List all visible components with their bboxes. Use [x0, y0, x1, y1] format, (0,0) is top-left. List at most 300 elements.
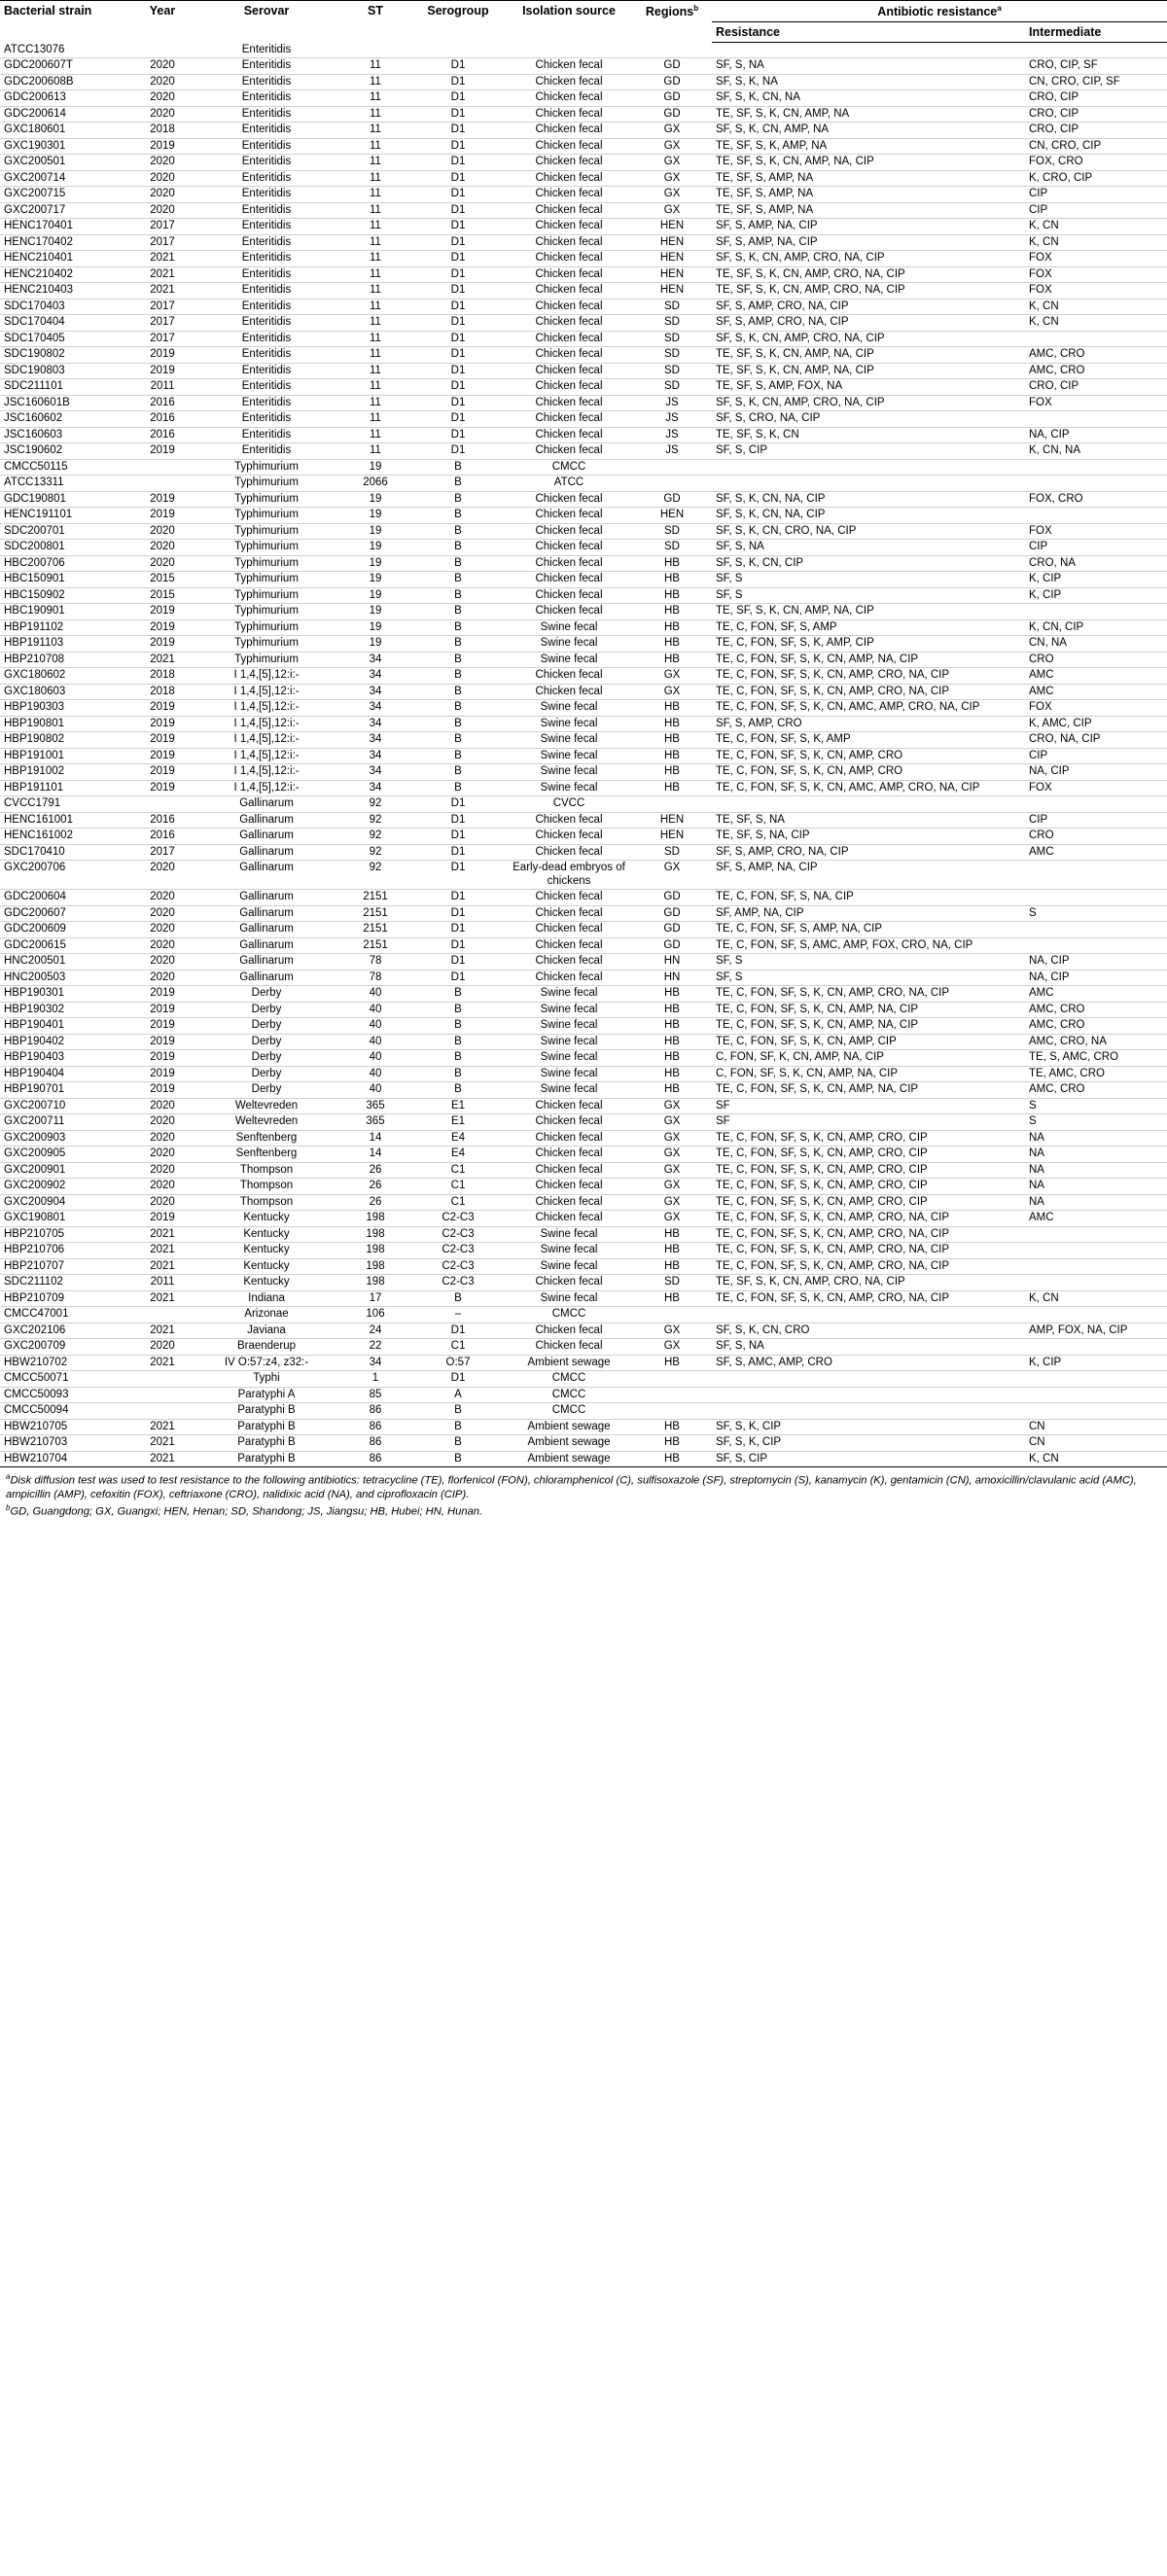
- cell-region: GD: [663, 923, 681, 935]
- cell-source: Chicken fecal: [535, 156, 603, 168]
- cell-resistance: TE, C, FON, SF, S, K, AMP: [716, 733, 851, 746]
- cell-resistance: TE, C, FON, SF, S, K, CN, AMC, AMP, CRO, NA, CIP: [716, 781, 980, 794]
- cell-resistance: TE, C, FON, SF, S, K, CN, AMP, CRO, NA, CIP: [716, 669, 950, 682]
- cell-serovar: Derby: [251, 1003, 282, 1015]
- cell-resistance: TE, C, FON, SF, S, NA, CIP: [716, 891, 854, 903]
- cell-year: 2021: [150, 267, 175, 280]
- cell-source: Chicken fecal: [535, 188, 603, 200]
- cell-resistance: TE, SF, S, K, CN, AMP, NA, CIP: [716, 605, 874, 618]
- cell-strain: GDC200613: [4, 91, 66, 104]
- cell-region: HB: [664, 701, 680, 714]
- cell-intermediate: AMC: [1029, 987, 1054, 1000]
- table-row: [0, 1243, 1167, 1259]
- cell-serovar: Braenderup: [236, 1340, 297, 1353]
- cell-serovar: Typhimurium: [234, 620, 299, 633]
- cell-strain: CMCC50094: [4, 1404, 69, 1417]
- footnote-a-mark: a: [6, 1472, 11, 1482]
- cell-strain: HBP190802: [4, 733, 65, 746]
- cell-year: [132, 459, 193, 476]
- cell-region: SD: [664, 332, 680, 344]
- cell-year: 2021: [150, 1356, 175, 1368]
- table-row: [0, 540, 1167, 556]
- cell-source: Chicken fecal: [535, 829, 603, 842]
- cell-intermediate: CN: [1029, 1436, 1045, 1449]
- cell-resistance: SF, S: [716, 955, 743, 968]
- cell-strain: HBW210704: [4, 1452, 68, 1464]
- cell-year: 2016: [150, 412, 175, 425]
- cell-resistance: TE, C, FON, SF, S, K, CN, AMP, NA, CIP: [716, 1083, 919, 1096]
- footnote-b-mark: b: [6, 1502, 11, 1512]
- cell-serovar: Kentucky: [243, 1212, 290, 1224]
- cell-intermediate: [1025, 890, 1167, 906]
- cell-year: 2019: [150, 1019, 175, 1032]
- cell-strain: SDC170405: [4, 332, 65, 344]
- cell-st: 11: [370, 156, 381, 168]
- cell-st: 2151: [363, 891, 388, 903]
- cell-intermediate: AMC: [1029, 685, 1054, 697]
- table-row: [0, 411, 1167, 428]
- cell-resistance: TE, C, FON, SF, S, K, CN, AMP, CRO, NA, CIP: [716, 1227, 950, 1240]
- cell-strain: GXC200901: [4, 1163, 66, 1176]
- table-row: [0, 619, 1167, 636]
- table-row: [0, 732, 1167, 749]
- cell-strain: CMCC47001: [4, 1308, 69, 1321]
- table-row: [0, 379, 1167, 396]
- cell-strain: HBP190301: [4, 987, 65, 1000]
- cell-intermediate: CIP: [1029, 749, 1048, 761]
- cell-st: 14: [369, 1147, 382, 1160]
- cell-region: GX: [663, 1131, 681, 1144]
- cell-intermediate: FOX: [1029, 267, 1052, 280]
- cell-st: 92: [369, 829, 382, 842]
- cell-resistance: [712, 43, 1025, 58]
- cell-serovar: Gallinarum: [239, 891, 294, 903]
- cell-region: HB: [664, 1356, 680, 1368]
- cell-region: HB: [664, 1244, 680, 1256]
- cell-resistance: SF, S, AMP, NA, CIP: [716, 235, 818, 248]
- table-row: [0, 202, 1167, 219]
- cell-strain: HBP210707: [4, 1259, 65, 1272]
- cell-year: 2016: [150, 829, 175, 842]
- cell-source: Chicken fecal: [535, 396, 603, 408]
- cell-strain: GXC180603: [4, 685, 66, 697]
- cell-serogroup: B: [454, 541, 462, 553]
- cell-strain: GXC200501: [4, 156, 66, 168]
- cell-st: 11: [370, 139, 381, 152]
- cell-intermediate: FOX: [1029, 701, 1052, 714]
- cell-source: Chicken fecal: [535, 316, 603, 329]
- cell-year: 2021: [150, 1420, 175, 1432]
- cell-strain: ATCC13076: [4, 43, 65, 55]
- cell-serovar: Gallinarum: [239, 970, 294, 983]
- cell-intermediate: CIP: [1029, 188, 1048, 200]
- cell-source: CVCC: [552, 797, 585, 810]
- cell-resistance: SF, S: [716, 573, 743, 585]
- cell-source: Swine fecal: [540, 987, 598, 1000]
- cell-serogroup: D1: [450, 955, 466, 968]
- cell-year: 2019: [150, 509, 175, 521]
- cell-resistance: TE, C, FON, SF, S, K, CN, AMP, CRO: [716, 749, 903, 761]
- table-row: [0, 1275, 1167, 1291]
- cell-intermediate: FOX: [1029, 524, 1052, 537]
- cell-intermediate: TE, AMC, CRO: [1029, 1067, 1105, 1079]
- cell-resistance: TE, C, FON, SF, S, K, CN, AMP, CRO, CIP: [716, 1195, 928, 1208]
- cell-strain: HENC210403: [4, 284, 73, 297]
- cell-serovar: Gallinarum: [239, 955, 294, 968]
- cell-region: HEN: [659, 829, 685, 842]
- cell-strain: SDC170410: [4, 845, 65, 858]
- cell-source: Chicken fecal: [535, 348, 603, 361]
- cell-year: 2020: [150, 1195, 175, 1208]
- cell-source: CMCC: [551, 1372, 586, 1385]
- cell-serogroup: C2-C3: [442, 1227, 475, 1240]
- cell-source: Chicken fecal: [535, 252, 603, 265]
- cell-source: Swine fecal: [540, 1051, 598, 1064]
- cell-intermediate: CN, CRO, CIP: [1029, 139, 1102, 152]
- cell-source: Chicken fecal: [535, 428, 603, 441]
- cell-st: 11: [370, 348, 381, 361]
- cell-serogroup: B: [454, 987, 462, 1000]
- table-row: [0, 922, 1167, 938]
- table-row: [0, 1226, 1167, 1243]
- cell-strain: SDC170403: [4, 300, 65, 312]
- cell-serogroup: B: [454, 588, 462, 601]
- cell-serogroup: D1: [450, 156, 466, 168]
- cell-st: 19: [369, 556, 382, 569]
- cell-source: Chicken fecal: [535, 509, 603, 521]
- cell-resistance: TE, SF, S, NA, CIP: [716, 829, 810, 842]
- cell-serovar: Weltevreden: [234, 1099, 299, 1112]
- table-row: [0, 1018, 1167, 1035]
- cell-source: Swine fecal: [540, 1067, 598, 1079]
- table-row: [0, 187, 1167, 203]
- footnotes: [0, 1467, 1167, 1518]
- cell-resistance: SF, S, K, CIP: [716, 1436, 782, 1449]
- table-row: [0, 1066, 1167, 1082]
- cell-region: SD: [664, 300, 680, 312]
- cell-source: Chicken fecal: [535, 1147, 603, 1160]
- cell-serogroup: D1: [450, 970, 466, 983]
- cell-serovar: Javiana: [247, 1323, 286, 1336]
- header-year: Year: [132, 1, 193, 43]
- cell-st: 24: [369, 1323, 382, 1336]
- cell-strain: HBC200706: [4, 556, 65, 569]
- cell-st: 19: [369, 509, 382, 521]
- cell-region: GX: [663, 1099, 681, 1112]
- cell-st: 11: [370, 380, 381, 393]
- table-row: [0, 219, 1167, 235]
- cell-serovar: Enteritidis: [241, 156, 292, 168]
- cell-st: 11: [370, 252, 381, 265]
- cell-region: SD: [664, 524, 680, 537]
- cell-region: HB: [664, 1259, 680, 1272]
- cell-year: 2019: [150, 749, 175, 761]
- cell-intermediate: [1025, 459, 1167, 476]
- cell-serovar: Paratyphi A: [237, 1388, 296, 1400]
- cell-year: 2021: [150, 1291, 175, 1304]
- cell-resistance: SF, S, K, CN, CRO: [716, 1323, 810, 1336]
- cell-intermediate: K, CN: [1029, 1452, 1059, 1464]
- cell-intermediate: FOX: [1029, 781, 1052, 794]
- cell-st: 1: [371, 1372, 379, 1385]
- cell-year: 2021: [150, 284, 175, 297]
- cell-strain: HBP191101: [4, 781, 64, 794]
- cell-year: 2018: [150, 669, 175, 682]
- cell-intermediate: K, AMC, CIP: [1029, 717, 1092, 729]
- cell-region: HB: [664, 1083, 680, 1096]
- table-row: [0, 1290, 1167, 1307]
- cell-serogroup: D1: [450, 284, 466, 297]
- cell-st: 40: [369, 987, 382, 1000]
- cell-source: Chicken fecal: [535, 970, 603, 983]
- cell-intermediate: K, CIP: [1029, 573, 1062, 585]
- cell-source: Chicken fecal: [535, 669, 603, 682]
- cell-st: 11: [370, 75, 381, 88]
- cell-serogroup: D1: [450, 124, 466, 136]
- cell-serovar: Typhimurium: [234, 637, 299, 650]
- cell-source: Ambient sewage: [527, 1356, 611, 1368]
- cell-serogroup: B: [454, 1035, 462, 1047]
- cell-st: 19: [369, 541, 382, 553]
- cell-region: GX: [663, 1180, 681, 1192]
- table-row: [0, 1258, 1167, 1275]
- cell-strain: GXC180602: [4, 669, 66, 682]
- cell-year: 2018: [150, 685, 175, 697]
- cell-region: HEN: [659, 252, 685, 265]
- cell-strain: GDC190801: [4, 492, 66, 505]
- table-row: [0, 234, 1167, 251]
- table-row: [0, 315, 1167, 332]
- cell-intermediate: AMC: [1029, 845, 1054, 858]
- cell-serovar: Derby: [251, 1067, 282, 1079]
- cell-source: Chicken fecal: [535, 1099, 603, 1112]
- cell-year: 2021: [150, 1259, 175, 1272]
- table-row: [0, 668, 1167, 685]
- cell-serogroup: D1: [450, 252, 466, 265]
- header-serogroup: Serogroup: [410, 1, 506, 43]
- cell-serogroup: D1: [450, 188, 466, 200]
- table-row: [0, 970, 1167, 986]
- cell-st: 40: [369, 1051, 382, 1064]
- cell-serogroup: [410, 43, 506, 58]
- table-row: [0, 251, 1167, 267]
- cell-serovar: Gallinarum: [239, 845, 294, 858]
- cell-st: 92: [369, 797, 382, 810]
- cell-region: GD: [663, 938, 681, 951]
- cell-source: Chicken fecal: [535, 845, 603, 858]
- cell-source: Chicken fecal: [535, 124, 603, 136]
- table-row: [0, 1082, 1167, 1099]
- table-row: [0, 155, 1167, 171]
- cell-region: HN: [663, 970, 681, 983]
- cell-st: 198: [366, 1212, 385, 1224]
- cell-strain: HENC210401: [4, 252, 73, 265]
- cell-st: 19: [369, 588, 382, 601]
- cell-strain: HBP190801: [4, 717, 65, 729]
- cell-strain: HBP191103: [4, 637, 64, 650]
- cell-strain: HBP191002: [4, 765, 65, 778]
- cell-region: [632, 459, 712, 476]
- cell-source: Swine fecal: [540, 620, 598, 633]
- cell-serovar: Enteritidis: [241, 203, 292, 216]
- cell-source: Chicken fecal: [535, 955, 603, 968]
- cell-year: 2020: [150, 107, 175, 120]
- cell-source: Ambient sewage: [527, 1420, 611, 1432]
- cell-region: HB: [664, 588, 680, 601]
- cell-region: HB: [664, 1003, 680, 1015]
- cell-intermediate: [1025, 411, 1167, 428]
- cell-year: 2019: [150, 701, 175, 714]
- cell-source: Chicken fecal: [535, 1212, 603, 1224]
- cell-region: GX: [663, 171, 681, 184]
- cell-st: 11: [370, 220, 381, 232]
- cell-source: Chicken fecal: [535, 588, 603, 601]
- cell-source: Swine fecal: [540, 1019, 598, 1032]
- cell-resistance: SF, S, NA: [716, 1340, 764, 1353]
- cell-st: 198: [366, 1244, 385, 1256]
- cell-resistance: [712, 1371, 1025, 1388]
- cell-intermediate: NA, CIP: [1029, 765, 1070, 778]
- cell-year: 2019: [150, 1051, 175, 1064]
- cell-year: 2016: [150, 396, 175, 408]
- table-row: [0, 1371, 1167, 1388]
- cell-strain: HBP210708: [4, 653, 65, 665]
- cell-intermediate: K, CN: [1029, 235, 1059, 248]
- table-row: [0, 508, 1167, 524]
- cell-year: 2019: [150, 139, 175, 152]
- cell-region: GX: [663, 1340, 681, 1353]
- cell-serogroup: C2-C3: [442, 1244, 475, 1256]
- cell-serogroup: B: [454, 1067, 462, 1079]
- cell-year: 2019: [150, 733, 175, 746]
- cell-serogroup: B: [454, 781, 462, 794]
- cell-year: [132, 1387, 193, 1403]
- cell-serogroup: D1: [450, 203, 466, 216]
- cell-serovar: Derby: [251, 1051, 282, 1064]
- cell-year: 2020: [150, 938, 175, 951]
- cell-intermediate: AMC, CRO: [1029, 364, 1085, 376]
- cell-serogroup: B: [454, 492, 462, 505]
- cell-resistance: SF, S, K, CN, AMP, CRO, NA, CIP: [716, 332, 885, 344]
- cell-source: Chicken fecal: [535, 685, 603, 697]
- table-row: [0, 395, 1167, 411]
- cell-year: 2019: [150, 765, 175, 778]
- cell-strain: HBC150901: [4, 573, 65, 585]
- cell-st: 34: [369, 733, 382, 746]
- cell-intermediate: NA: [1029, 1195, 1044, 1208]
- cell-strain: HBW210702: [4, 1356, 68, 1368]
- cell-region: SD: [664, 380, 680, 393]
- cell-strain: GXC200717: [4, 203, 66, 216]
- table-row: [0, 812, 1167, 829]
- cell-strain: HBP190401: [4, 1019, 65, 1032]
- cell-strain: GDC200604: [4, 891, 66, 903]
- footnote-b-text: GD, Guangdong; GX, Guangxi; HEN, Henan; SD, Shandong; JS, Jiangsu; HB, Hubei; HN, Hunan.: [10, 1505, 483, 1518]
- cell-intermediate: CIP: [1029, 203, 1048, 216]
- cell-resistance: TE, SF, S, K, CN, AMP, NA, CIP: [716, 348, 874, 361]
- cell-intermediate: [1025, 604, 1167, 620]
- cell-serogroup: D1: [450, 444, 466, 457]
- cell-resistance: TE, SF, S, AMP, NA: [716, 171, 814, 184]
- cell-resistance: TE, SF, S, AMP, FOX, NA: [716, 380, 843, 393]
- cell-region: JS: [665, 444, 679, 457]
- cell-intermediate: TE, S, AMC, CRO: [1029, 1051, 1119, 1064]
- cell-intermediate: CRO, CIP: [1029, 124, 1079, 136]
- cell-resistance: SF, S, K, CN, CIP: [716, 556, 804, 569]
- cell-st: 2151: [363, 938, 388, 951]
- cell-serogroup: D1: [450, 797, 466, 810]
- footnote-b: [6, 1501, 1161, 1519]
- cell-strain: ATCC13311: [4, 476, 64, 489]
- cell-resistance: SF, S, AMP, CRO: [716, 717, 802, 729]
- cell-source: Chicken fecal: [535, 284, 603, 297]
- table-row: [0, 861, 1167, 890]
- cell-st: 34: [369, 1356, 382, 1368]
- cell-intermediate: CRO: [1029, 653, 1054, 665]
- cell-serogroup: C1: [450, 1180, 466, 1192]
- cell-region: HEN: [659, 509, 685, 521]
- cell-serogroup: C1: [450, 1340, 466, 1353]
- cell-resistance: SF, S, AMP, NA, CIP: [716, 220, 818, 232]
- cell-st: 34: [369, 701, 382, 714]
- cell-serogroup: D1: [450, 891, 466, 903]
- cell-source: ATCC: [553, 476, 584, 489]
- cell-source: Chicken fecal: [535, 220, 603, 232]
- cell-intermediate: K, CIP: [1029, 588, 1062, 601]
- cell-resistance: SF, S, K, CIP: [716, 1420, 782, 1432]
- cell-year: 2021: [150, 1323, 175, 1336]
- cell-resistance: SF, S, K, NA: [716, 75, 778, 88]
- cell-source: Chicken fecal: [535, 267, 603, 280]
- table-row: [0, 283, 1167, 300]
- cell-serovar: Typhimurium: [234, 509, 299, 521]
- cell-strain: HBP190404: [4, 1067, 65, 1079]
- cell-source: Chicken fecal: [535, 891, 603, 903]
- cell-source: Chicken fecal: [535, 364, 603, 376]
- cell-serovar: Arizonae: [244, 1308, 289, 1321]
- cell-strain: CVCC1791: [4, 797, 61, 810]
- cell-source: Chicken fecal: [535, 1180, 603, 1192]
- cell-strain: CMCC50093: [4, 1388, 69, 1400]
- cell-serogroup: B: [454, 1083, 462, 1096]
- cell-st: 198: [366, 1227, 385, 1240]
- header-strain: Bacterial strain: [0, 1, 132, 43]
- cell-source: Chicken fecal: [535, 107, 603, 120]
- cell-serogroup: B: [454, 1003, 462, 1015]
- cell-source: Swine fecal: [540, 1003, 598, 1015]
- cell-st: 11: [370, 171, 381, 184]
- table-row: [0, 106, 1167, 123]
- cell-strain: HBC150902: [4, 588, 65, 601]
- cell-st: 78: [369, 970, 382, 983]
- cell-year: 2020: [150, 1115, 175, 1128]
- cell-source: Swine fecal: [540, 1244, 598, 1256]
- cell-serovar: Typhimurium: [234, 460, 299, 473]
- table-row: [0, 331, 1167, 347]
- cell-source: Chicken fecal: [535, 1323, 603, 1336]
- cell-st: 34: [369, 749, 382, 761]
- table-row: [0, 43, 1167, 58]
- cell-year: [132, 1307, 193, 1323]
- table-row: [0, 1034, 1167, 1050]
- cell-region: HN: [663, 955, 681, 968]
- cell-serogroup: –: [454, 1308, 462, 1321]
- cell-st: 365: [366, 1115, 385, 1128]
- cell-resistance: SF, S: [716, 588, 743, 601]
- cell-year: 2019: [150, 637, 175, 650]
- cell-source: Chicken fecal: [535, 813, 603, 826]
- cell-region: GX: [663, 1163, 681, 1176]
